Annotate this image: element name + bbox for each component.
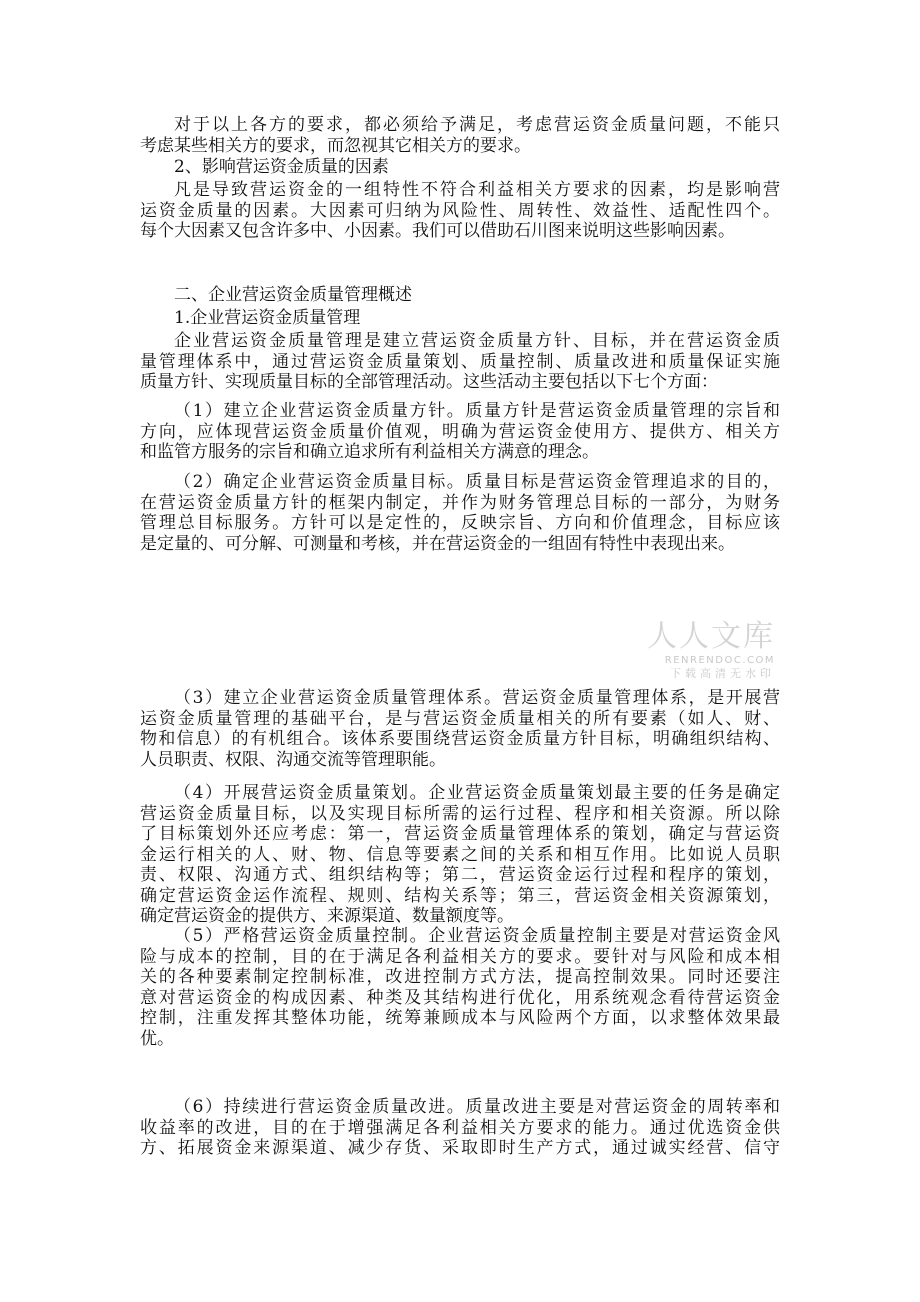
text-line: （6）持续进行营运资金质量改进。质量改进主要是对营运资金的周转率和 bbox=[174, 1097, 780, 1117]
text-line: 和监管方服务的宗旨和确立追求所有利益相关方满意的理念。 bbox=[140, 442, 599, 462]
text-line: 每个大因素又包含许多中、小因素。我们可以借助石川图来说明这些影响因素。 bbox=[140, 221, 735, 241]
text-line: （3）建立企业营运资金质量管理体系。营运资金质量管理体系，是开展营 bbox=[174, 688, 780, 708]
paragraph-item-3 bbox=[140, 688, 780, 770]
text-line: 管理总目标服务。方针可以是定性的，反映宗旨、方向和价值理念，目标应该 bbox=[140, 513, 780, 533]
text-line: 确定营运资金的提供方、来源渠道、数量额度等。 bbox=[140, 906, 514, 926]
paragraph-item-6 bbox=[140, 1097, 780, 1159]
watermark-url: RENRENDOC.COM bbox=[664, 655, 775, 666]
text-line: 关的各种要素制定控制标准，改进控制方式方法，提高控制效果。同时还要注 bbox=[140, 967, 780, 987]
watermark-logo bbox=[645, 620, 775, 681]
text-line: 凡是导致营运资金的一组特性不符合利益相关方要求的因素，均是影响营 bbox=[174, 180, 780, 200]
text-line: 责、权限、沟通方式、组织结构等；第二，营运资金运行过程和程序的策划， bbox=[140, 865, 780, 885]
text-line: （5）严格营运资金质量控制。企业营运资金质量控制主要是对营运资金风 bbox=[174, 926, 780, 946]
paragraph-item-2 bbox=[140, 472, 780, 554]
text-line: 确定营运资金运作流程、规则、结构关系等；第三，营运资金相关资源策划， bbox=[140, 885, 780, 906]
text-line: 在营运资金质量方针的框架内制定，并作为财务管理总目标的一部分，为财务 bbox=[140, 492, 780, 513]
text-line: 营运资金质量目标，以及实现目标所需的运行过程、程序和相关资源。所以除 bbox=[140, 803, 780, 824]
text-line: （4）开展营运资金质量策划。企业营运资金质量策划最主要的任务是确定 bbox=[174, 783, 780, 803]
text-line: （2）确定企业营运资金质量目标。质量目标是营运资金管理追求的目的， bbox=[174, 472, 780, 492]
paragraph-item-1 bbox=[140, 401, 780, 463]
text-line: 收益率的改进，目的在于增强满足各利益相关方要求的能力。通过优选资金供 bbox=[140, 1117, 780, 1138]
text-line: 企业营运资金质量管理是建立营运资金质量方针、目标，并在营运资金质 bbox=[174, 331, 780, 351]
text-line: 考虑某些相关方的要求，而忽视其它相关方的要求。 bbox=[140, 135, 531, 156]
text-line: 金运行相关的人、财、物、信息等要素之间的关系和相互作用。比如说人员职 bbox=[140, 844, 780, 865]
text-line: 方、拓展资金来源渠道、减少存货、采取即时生产方式，通过诚实经营、信守 bbox=[140, 1138, 780, 1158]
text-line: 量管理体系中，通过营运资金质量策划、质量控制、质量改进和质量保证实施 bbox=[140, 351, 780, 372]
text-line: 优。 bbox=[140, 1028, 174, 1049]
text-line: 人员职责、权限、沟通交流等管理职能。 bbox=[140, 749, 446, 770]
heading-text: 1.企业营运资金质量管理 bbox=[174, 308, 361, 328]
paragraph-quality-management bbox=[140, 331, 780, 393]
paragraph-stakeholder-requirements bbox=[140, 115, 780, 156]
watermark-subtitle: 下载高清无水印 bbox=[670, 667, 775, 680]
paragraph-item-5 bbox=[140, 926, 780, 1049]
text-line: 物和信息）的有机组合。该体系要围绕营运资金质量方针目标，明确组织结构、 bbox=[140, 729, 780, 749]
paragraph-factors bbox=[140, 180, 780, 242]
text-line: 意对营运资金的构成因素、种类及其结构进行优化，用系统观念看待营运资金 bbox=[140, 987, 780, 1008]
heading-text: 二、企业营运资金质量管理概述 bbox=[174, 285, 412, 305]
text-line: 险与成本的控制，目的在于满足各利益相关方的要求。要针对与风险和成本相 bbox=[140, 946, 780, 967]
paragraph-item-4 bbox=[140, 783, 780, 927]
text-line: 运资金质量管理的基础平台，是与营运资金质量相关的所有要素（如人、财、 bbox=[140, 708, 780, 729]
text-line: 方向，应体现营运资金质量价值观，明确为营运资金使用方、提供方、相关方 bbox=[140, 421, 780, 442]
text-line: 是定量的、可分解、可测量和考核，并在营运资金的一组固有特性中表现出来。 bbox=[140, 533, 735, 554]
section-heading-quality-management bbox=[140, 308, 780, 329]
heading-text: 2、影响营运资金质量的因素 bbox=[174, 157, 389, 177]
text-line: 对于以上各方的要求，都必须给予满足，考虑营运资金质量问题，不能只 bbox=[174, 115, 780, 135]
text-line: 质量方针、实现质量目标的全部管理活动。这些活动主要包括以下七个方面： bbox=[140, 372, 718, 392]
text-line: （1）建立企业营运资金质量方针。质量方针是营运资金质量管理的宗旨和 bbox=[174, 401, 780, 421]
text-line: 运资金质量的因素。大因素可归纳为风险性、周转性、效益性、适配性四个。 bbox=[140, 200, 780, 221]
text-line: 了目标策划外还应考虑：第一，营运资金质量管理体系的策划，确定与营运资 bbox=[140, 824, 780, 844]
section-heading-factors bbox=[140, 157, 780, 178]
text-line: 控制，注重发挥其整体功能，统筹兼顾成本与风险两个方面，以求整体效果最 bbox=[140, 1008, 780, 1028]
watermark-title: 人人文库 bbox=[647, 619, 775, 654]
section-heading-overview bbox=[140, 285, 780, 306]
